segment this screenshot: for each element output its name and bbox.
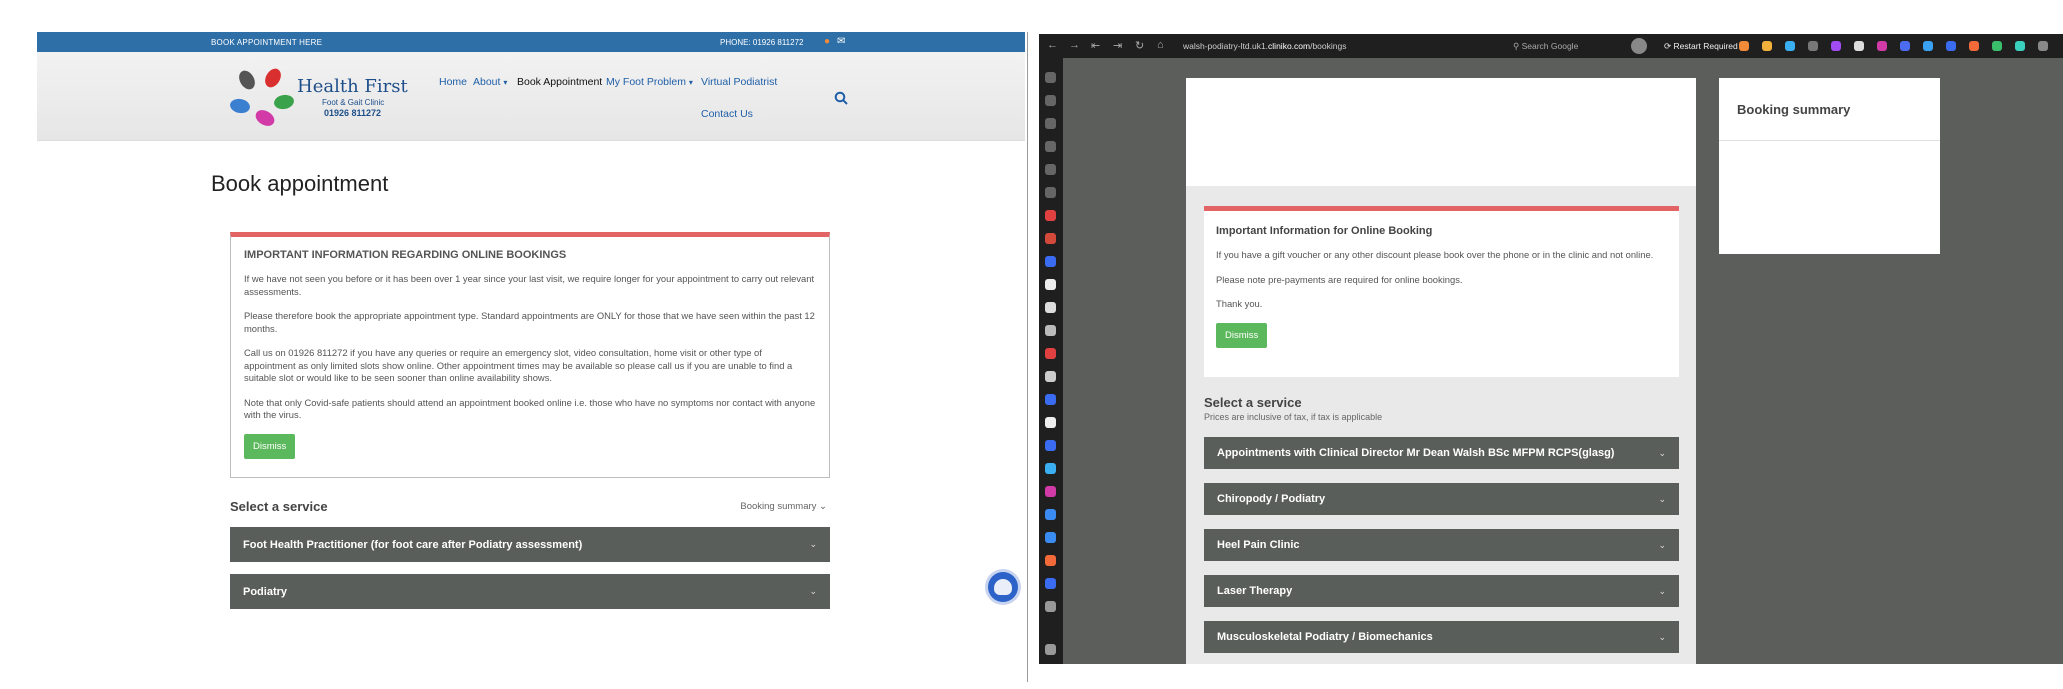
cliniko-browser-window [1039,34,2063,664]
phone-text: PHONE: 01926 811272 [720,38,804,47]
sidebar-icon[interactable] [1045,72,1056,83]
nav-book-appointment[interactable]: Book Appointment [517,76,603,88]
sidebar-icon[interactable] [1045,601,1056,612]
chevron-down-icon: ⌄ [809,586,817,596]
notice-heading: Important Information for Online Booking [1216,225,1433,237]
book-appointment-link[interactable]: BOOK APPOINTMENT HERE [211,38,323,47]
sidebar-icon[interactable] [1045,532,1056,543]
address-bar[interactable] [1179,37,1539,55]
notice-paragraph: Thank you. [1216,298,1263,309]
service-label: Chiropody / Podiatry [1217,493,1326,505]
divider [1719,140,1940,141]
reload-icon[interactable]: ↻ [1135,40,1145,52]
service-accordion-chiropody[interactable] [1204,483,1679,515]
notice-paragraph: If we have not seen you before or it has been over 1 year since your last visit, we require longer for your appointment to carry out relevant assessments. [244,273,815,297]
restart-required-button[interactable]: ⟳ Restart Required [1664,41,1738,51]
logo-title: Health First [297,76,408,97]
browser-toolbar [1039,34,2063,58]
search-google-placeholder: Search Google [1521,41,1579,51]
clinic-header-card [1186,78,1696,186]
service-label: Laser Therapy [1217,585,1293,597]
last-page-icon[interactable]: ⇥ [1113,40,1123,52]
health-first-logo[interactable] [229,66,424,128]
online-booking-notice [1204,206,1679,377]
service-accordion-msk[interactable] [1204,621,1679,653]
service-label: Foot Health Practitioner (for foot care after Podiatry assessment) [243,538,583,551]
notice-paragraph: If you have a gift voucher or any other discount please book over the phone or in the clinic and not online. [1216,249,1654,260]
select-service-header [1204,395,1382,422]
chevron-down-icon: ⌄ [809,539,817,549]
service-label: Musculoskeletal Podiatry / Biomechanics [1217,631,1433,643]
assistant-face-icon [994,579,1012,595]
extension-icon[interactable] [1739,41,1749,51]
extension-icon[interactable] [1877,41,1887,51]
extension-icon[interactable] [1900,41,1910,51]
nav-virtual-podiatrist[interactable]: Virtual Podiatrist [701,76,778,88]
select-service-header [230,498,830,516]
service-accordion-laser[interactable] [1204,575,1679,607]
feet-ring-logo-icon [229,66,295,128]
nav-about[interactable] [473,76,507,88]
url-prefix: walsh-podiatry-ltd.uk1. [1183,41,1269,51]
extension-icon[interactable] [1808,41,1818,51]
nav-about-label: About [473,76,501,88]
service-accordion-podiatry[interactable] [230,574,830,609]
sidebar-icon[interactable] [1045,210,1056,221]
dismiss-button[interactable]: Dismiss [1216,323,1267,348]
dismiss-button[interactable]: Dismiss [244,434,295,459]
health-first-page [37,32,1025,682]
service-label: Podiatry [243,585,288,598]
service-label: Heel Pain Clinic [1217,539,1300,551]
sidebar-icon[interactable] [1045,95,1056,106]
page-title: Book appointment [211,171,389,196]
extension-icon[interactable] [1762,41,1772,51]
sidebar-icon[interactable] [1045,440,1056,451]
sidebar-icon[interactable] [1045,578,1056,589]
sidebar-icon[interactable] [1045,256,1056,267]
chevron-down-icon: ⌄ [1658,447,1666,458]
price-note: Prices are inclusive of tax, if tax is applicable [1204,412,1383,422]
chevron-down-icon: ⌄ [819,501,827,512]
sidebar-icon[interactable] [1045,463,1056,474]
chevron-down-icon: ⌄ [1658,631,1666,642]
select-service-title: Select a service [230,499,328,514]
sidebar-icon[interactable] [1045,141,1056,152]
extension-icon[interactable] [1854,41,1864,51]
browser-sidebar [1039,58,1063,664]
sidebar-icon[interactable] [1045,233,1056,244]
notice-heading: IMPORTANT INFORMATION REGARDING ONLINE BOOKINGS [244,249,567,261]
sidebar-icon[interactable] [1045,555,1056,566]
sidebar-icon[interactable] [1045,325,1056,336]
notice-paragraph: Please note pre-payments are required for online bookings. [1216,273,1463,285]
sidebar-icon[interactable] [1045,348,1056,359]
chevron-down-icon: ⌄ [1658,539,1666,550]
chevron-down-icon: ▾ [688,78,693,87]
extension-icon[interactable] [1831,41,1841,51]
forward-icon[interactable]: → [1069,39,1080,51]
booking-summary-card [1719,78,1940,254]
booking-summary-toggle[interactable] [740,501,827,512]
profile-avatar[interactable] [1631,38,1647,54]
url-path: /bookings [1310,41,1347,51]
sidebar-icon[interactable] [1045,187,1056,198]
extension-icon[interactable] [1946,41,1956,51]
logo-phone: 01926 811272 [324,108,382,118]
chevron-down-icon: ▾ [503,78,508,87]
url-host: cliniko.com [1268,41,1311,51]
service-accordion-clinical-director[interactable] [1204,437,1679,469]
service-accordion-heel-pain[interactable] [1204,529,1679,561]
chevron-down-icon: ⌄ [1658,585,1666,596]
top-info-bar [37,32,1025,52]
location-pin-icon[interactable]: ● [824,36,831,47]
site-header [37,52,1025,141]
extension-icon[interactable] [1992,41,2002,51]
booking-summary-title: Booking summary [1737,102,1851,117]
settings-icon[interactable] [1045,644,1056,655]
nav-contact-us[interactable]: Contact Us [701,108,753,120]
important-info-notice [230,232,830,478]
restart-required-label: Restart Required [1673,41,1738,51]
notice-paragraph: Call us on 01926 811272 if you have any queries or require an emergency slot, video consultation, home visit or other type of appointment as only limited slots show online. Other appointment times may be available so please call us if you are unable to find a suitable slot or would like to be seen sooner than online availability shows. [244,347,793,383]
sidebar-icon[interactable] [1045,486,1056,497]
service-label: Appointments with Clinical Director Mr Dean Walsh BSc MFPM RCPS(glasg) [1217,447,1615,459]
extension-icon[interactable] [1923,41,1933,51]
extension-icon[interactable] [2038,41,2048,51]
nav-home[interactable]: Home [439,76,468,88]
sidebar-icon[interactable] [1045,417,1056,428]
notice-paragraph: Please therefore book the appropriate appointment type. Standard appointments are ONLY for those that we have seen within the past 12 months. [244,310,815,334]
notice-paragraph: Note that only Covid-safe patients should attend an appointment booked online i.e. those who have no symptoms nor contact with anyone with the virus. [244,396,816,420]
home-icon[interactable]: ⌂ [1157,39,1164,51]
nav-foot-problem-label: My Foot Problem [606,76,686,88]
mail-icon[interactable]: ✉ [837,36,846,47]
back-icon[interactable]: ← [1047,39,1058,51]
extension-icon[interactable] [1785,41,1795,51]
sidebar-icon[interactable] [1045,302,1056,313]
chevron-down-icon: ⌄ [1658,493,1666,504]
extension-icon[interactable] [1969,41,1979,51]
sidebar-icon[interactable] [1045,164,1056,175]
sidebar-icon[interactable] [1045,118,1056,129]
booking-summary-label: Booking summary [740,501,817,512]
sidebar-icon[interactable] [1045,509,1056,520]
accessibility-widget-button[interactable] [988,572,1018,602]
search-icon[interactable] [834,91,848,105]
logo-subtitle: Foot & Gait Clinic [322,98,385,107]
extension-icon[interactable] [2015,41,2025,51]
search-google-field[interactable]: ⚲ Search Google [1513,41,1579,51]
sidebar-icon[interactable] [1045,394,1056,405]
sidebar-icon[interactable] [1045,371,1056,382]
window-divider [1027,32,1028,682]
sidebar-icon[interactable] [1045,279,1056,290]
nav-my-foot-problem[interactable] [606,76,693,88]
service-accordion-foot-health[interactable] [230,527,830,562]
first-page-icon[interactable]: ⇤ [1091,40,1101,52]
select-service-title: Select a service [1204,395,1302,410]
